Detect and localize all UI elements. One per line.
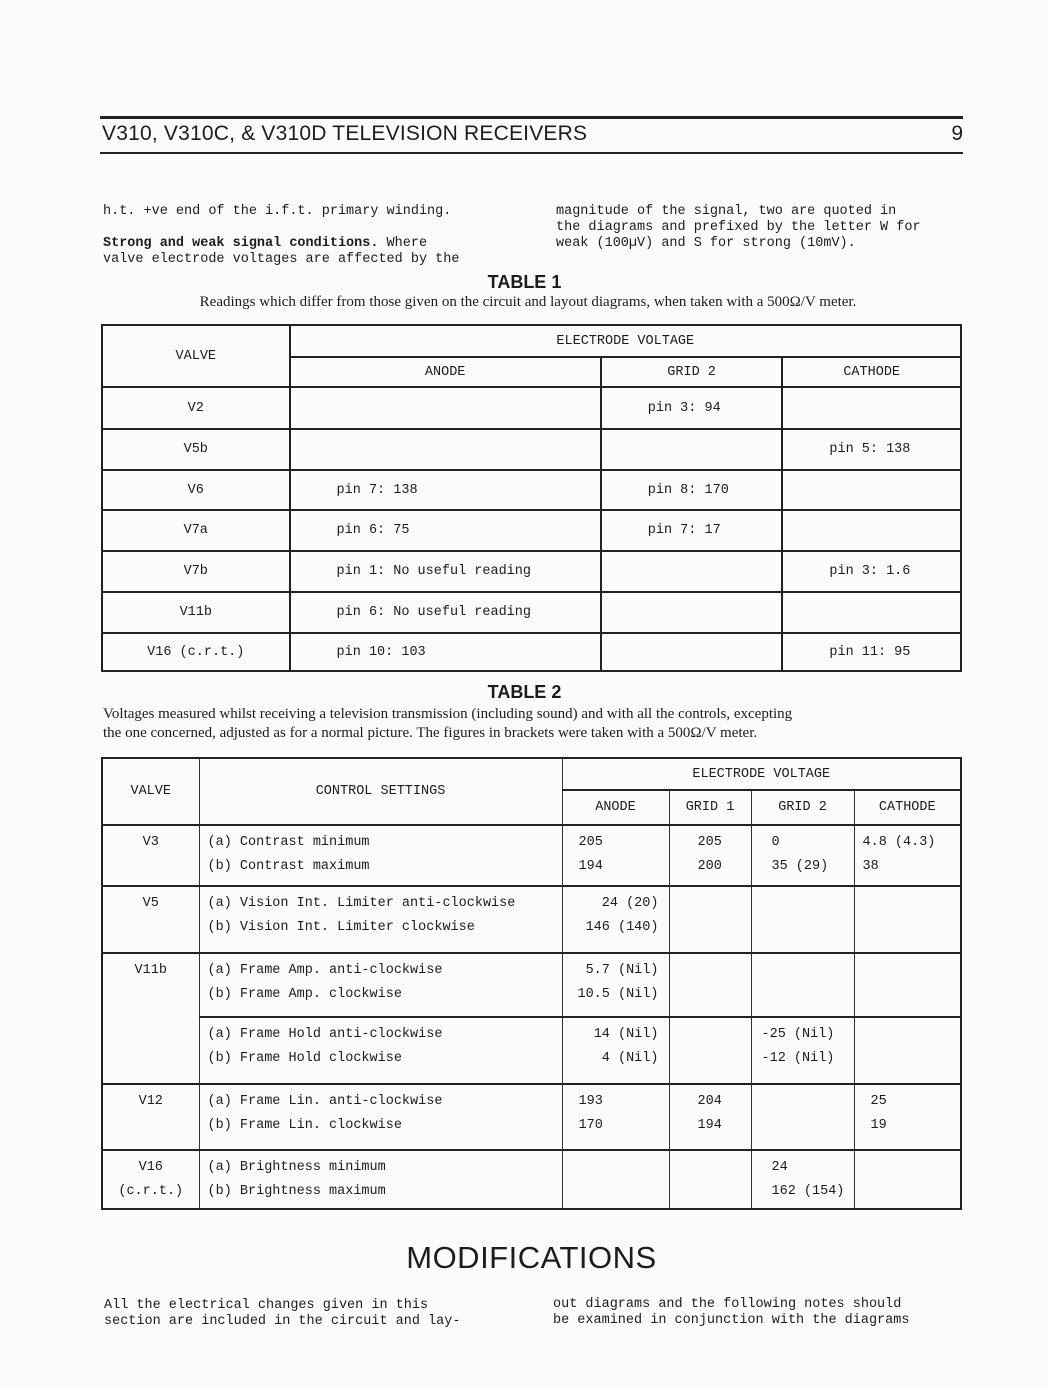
anode-cell bbox=[562, 825, 669, 886]
cathode-cell bbox=[854, 1017, 961, 1084]
control-b: (b) Brightness maximum bbox=[207, 1184, 386, 1199]
anode-b: 4 (Nil) bbox=[601, 1051, 659, 1066]
header-rule-bottom bbox=[100, 152, 963, 154]
anode-cell bbox=[290, 429, 601, 470]
table-row bbox=[102, 825, 961, 886]
table-row bbox=[102, 387, 961, 429]
intro-right-line1: magnitude of the signal, two are quoted in bbox=[556, 204, 897, 219]
anode-a: 24 (20) bbox=[601, 896, 659, 911]
control-b: (b) Contrast maximum bbox=[207, 859, 370, 874]
control-cell bbox=[199, 825, 562, 886]
table-row bbox=[102, 510, 961, 551]
table2-header-anode: ANODE bbox=[562, 790, 669, 825]
cathode-cell bbox=[854, 886, 961, 953]
control-a: (a) Contrast minimum bbox=[207, 835, 370, 850]
anode-a: 205 bbox=[578, 835, 603, 850]
grid2-cell bbox=[751, 886, 854, 953]
valve-name: V5 bbox=[142, 896, 159, 911]
table1 bbox=[101, 324, 962, 672]
grid2-a: -25 (Nil) bbox=[761, 1027, 835, 1042]
valve-cell bbox=[102, 1150, 199, 1209]
table1-caption: Readings which differ from those given on the circuit and layout diagrams, when taken with a 500Ω/V meter. bbox=[199, 294, 857, 310]
valve-subname: (c.r.t.) bbox=[118, 1184, 184, 1199]
table-row bbox=[102, 633, 961, 671]
table1-header-grid2: GRID 2 bbox=[601, 357, 783, 387]
page-number: 9 bbox=[951, 122, 963, 145]
intro-right-column bbox=[556, 204, 921, 252]
anode-cell bbox=[562, 953, 669, 1017]
anode-cell bbox=[290, 387, 601, 429]
valve-name: V3 bbox=[142, 835, 159, 850]
cathode-cell bbox=[782, 470, 961, 510]
valve-cell bbox=[102, 1084, 199, 1150]
valve-cell: V7b bbox=[102, 551, 290, 592]
grid2-cell bbox=[751, 1017, 854, 1084]
cathode-cell bbox=[854, 1084, 961, 1150]
grid2-cell: pin 7: 17 bbox=[601, 510, 783, 551]
control-b: (b) Vision Int. Limiter clockwise bbox=[207, 920, 475, 935]
mod-left-line1: All the electrical changes given in this bbox=[104, 1298, 429, 1313]
table2-header-grid2: GRID 2 bbox=[751, 790, 854, 825]
anode-b: 10.5 (Nil) bbox=[577, 987, 659, 1002]
grid2-cell bbox=[601, 633, 783, 671]
modifications-left-column bbox=[104, 1298, 460, 1330]
table1-title: TABLE 1 bbox=[487, 272, 562, 292]
valve-name: V12 bbox=[138, 1094, 163, 1109]
cathode-cell bbox=[854, 953, 961, 1017]
grid2-cell: pin 8: 170 bbox=[601, 470, 783, 510]
table-row bbox=[102, 470, 961, 510]
valve-cell: V11b bbox=[102, 592, 290, 633]
grid2-cell bbox=[601, 429, 783, 470]
table2-header-valve: VALVE bbox=[102, 758, 199, 825]
cathode-cell bbox=[782, 510, 961, 551]
grid2-a: 0 bbox=[771, 835, 780, 850]
modifications-right-column bbox=[553, 1297, 909, 1329]
table-row bbox=[102, 429, 961, 470]
anode-cell: pin 6: 75 bbox=[290, 510, 601, 551]
table2-caption-line1: Voltages measured whilst receiving a television transmission (including sound) and with all the controls, excepting bbox=[103, 706, 793, 722]
table2-caption bbox=[103, 705, 973, 743]
valve-cell: V16 (c.r.t.) bbox=[102, 633, 290, 671]
valve-name: V11b bbox=[134, 963, 167, 978]
valve-cell: V5b bbox=[102, 429, 290, 470]
cathode-cell: pin 11: 95 bbox=[782, 633, 961, 671]
anode-cell: pin 1: No useful reading bbox=[290, 551, 601, 592]
control-a: (a) Frame Hold anti-clockwise bbox=[207, 1027, 443, 1042]
control-cell bbox=[199, 953, 562, 1017]
table-row bbox=[102, 1150, 961, 1209]
grid2-cell bbox=[751, 953, 854, 1017]
grid2-cell: pin 3: 94 bbox=[601, 387, 783, 429]
control-a: (a) Brightness minimum bbox=[207, 1160, 386, 1175]
grid2-cell bbox=[751, 825, 854, 886]
table2-header-grid1: GRID 1 bbox=[669, 790, 751, 825]
intro-left-line1: h.t. +ve end of the i.f.t. primary winding. bbox=[103, 204, 452, 219]
valve-name: V16 bbox=[138, 1160, 163, 1175]
table-row bbox=[102, 592, 961, 633]
intro-right-line3: weak (100µV) and S for strong (10mV). bbox=[556, 236, 856, 251]
grid1-cell bbox=[669, 1084, 751, 1150]
control-cell bbox=[199, 1017, 562, 1084]
grid2-b: -12 (Nil) bbox=[761, 1051, 835, 1066]
table2 bbox=[101, 757, 962, 1210]
valve-cell: V2 bbox=[102, 387, 290, 429]
grid2-b: 162 (154) bbox=[771, 1184, 845, 1199]
grid2-cell bbox=[751, 1084, 854, 1150]
modifications-heading: MODIFICATIONS bbox=[406, 1240, 657, 1275]
anode-cell bbox=[562, 1150, 669, 1209]
cathode-a: 4.8 (4.3) bbox=[862, 835, 936, 850]
grid2-a: 24 bbox=[771, 1160, 788, 1175]
table-row bbox=[102, 551, 961, 592]
control-cell bbox=[199, 1150, 562, 1209]
table2-header-electrode-voltage: ELECTRODE VOLTAGE bbox=[562, 758, 961, 790]
valve-cell: V6 bbox=[102, 470, 290, 510]
grid2-cell bbox=[601, 551, 783, 592]
table-row bbox=[102, 1084, 961, 1150]
control-b: (b) Frame Amp. clockwise bbox=[207, 987, 402, 1002]
grid1-cell bbox=[669, 1150, 751, 1209]
control-b: (b) Frame Lin. clockwise bbox=[207, 1118, 402, 1133]
cathode-cell: pin 3: 1.6 bbox=[782, 551, 961, 592]
control-a: (a) Vision Int. Limiter anti-clockwise bbox=[207, 896, 516, 911]
table2-title: TABLE 2 bbox=[487, 682, 562, 702]
anode-cell: pin 10: 103 bbox=[290, 633, 601, 671]
table1-header-electrode-voltage: ELECTRODE VOLTAGE bbox=[290, 325, 961, 357]
table2-caption-line2: the one concerned, adjusted as for a normal picture. The figures in brackets were taken with a 500Ω/V meter. bbox=[103, 725, 758, 741]
grid1-cell bbox=[669, 825, 751, 886]
table1-header-cathode: CATHODE bbox=[782, 357, 961, 387]
table1-header-anode: ANODE bbox=[290, 357, 601, 387]
control-cell bbox=[199, 886, 562, 953]
anode-b: 146 (140) bbox=[585, 920, 659, 935]
cathode-cell: pin 5: 138 bbox=[782, 429, 961, 470]
valve-cell bbox=[102, 886, 199, 953]
mod-left-line2: section are included in the circuit and lay- bbox=[104, 1314, 461, 1329]
anode-a: 193 bbox=[578, 1094, 603, 1109]
intro-left-line2: Where bbox=[378, 236, 428, 251]
intro-right-line2: the diagrams and prefixed by the letter W for bbox=[556, 220, 921, 235]
valve-cell: V7a bbox=[102, 510, 290, 551]
control-a: (a) Frame Lin. anti-clockwise bbox=[207, 1094, 443, 1109]
grid1-cell bbox=[669, 1017, 751, 1084]
cathode-cell bbox=[854, 1150, 961, 1209]
control-cell bbox=[199, 1084, 562, 1150]
header-rule-top bbox=[100, 116, 963, 119]
cathode-cell bbox=[782, 592, 961, 633]
intro-left-line3: valve electrode voltages are affected by the bbox=[103, 252, 460, 267]
anode-cell bbox=[562, 886, 669, 953]
mod-right-line1: out diagrams and the following notes should bbox=[553, 1297, 902, 1312]
anode-cell bbox=[562, 1084, 669, 1150]
anode-cell bbox=[562, 1017, 669, 1084]
intro-left-column bbox=[103, 204, 459, 268]
table2-header-cathode: CATHODE bbox=[854, 790, 961, 825]
table-row bbox=[102, 953, 961, 1017]
cathode-cell bbox=[782, 387, 961, 429]
grid2-cell bbox=[751, 1150, 854, 1209]
page-header-title: V310, V310C, & V310D TELEVISION RECEIVERS bbox=[102, 122, 588, 145]
anode-b: 194 bbox=[578, 859, 603, 874]
mod-right-line2: be examined in conjunction with the diagrams bbox=[553, 1313, 910, 1328]
cathode-cell bbox=[854, 825, 961, 886]
table-row bbox=[102, 886, 961, 953]
anode-cell: pin 7: 138 bbox=[290, 470, 601, 510]
table1-header-valve: VALVE bbox=[102, 325, 290, 387]
grid1-b: 200 bbox=[697, 859, 722, 874]
table-row bbox=[102, 1017, 961, 1084]
anode-a: 14 (Nil) bbox=[593, 1027, 659, 1042]
grid1-b: 194 bbox=[697, 1118, 722, 1133]
anode-cell: pin 6: No useful reading bbox=[290, 592, 601, 633]
cathode-b: 19 bbox=[870, 1118, 887, 1133]
grid1-cell bbox=[669, 886, 751, 953]
control-a: (a) Frame Amp. anti-clockwise bbox=[207, 963, 443, 978]
grid2-b: 35 (29) bbox=[771, 859, 829, 874]
cathode-b: 38 bbox=[862, 859, 879, 874]
anode-b: 170 bbox=[578, 1118, 603, 1133]
grid2-cell bbox=[601, 592, 783, 633]
grid1-a: 205 bbox=[697, 835, 722, 850]
grid1-cell bbox=[669, 953, 751, 1017]
valve-cell bbox=[102, 953, 199, 1084]
grid1-a: 204 bbox=[697, 1094, 722, 1109]
control-b: (b) Frame Hold clockwise bbox=[207, 1051, 402, 1066]
anode-a: 5.7 (Nil) bbox=[585, 963, 659, 978]
strong-weak-heading: Strong and weak signal conditions. bbox=[103, 236, 379, 251]
table2-header-control-settings: CONTROL SETTINGS bbox=[199, 758, 562, 825]
cathode-a: 25 bbox=[870, 1094, 887, 1109]
valve-cell bbox=[102, 825, 199, 886]
